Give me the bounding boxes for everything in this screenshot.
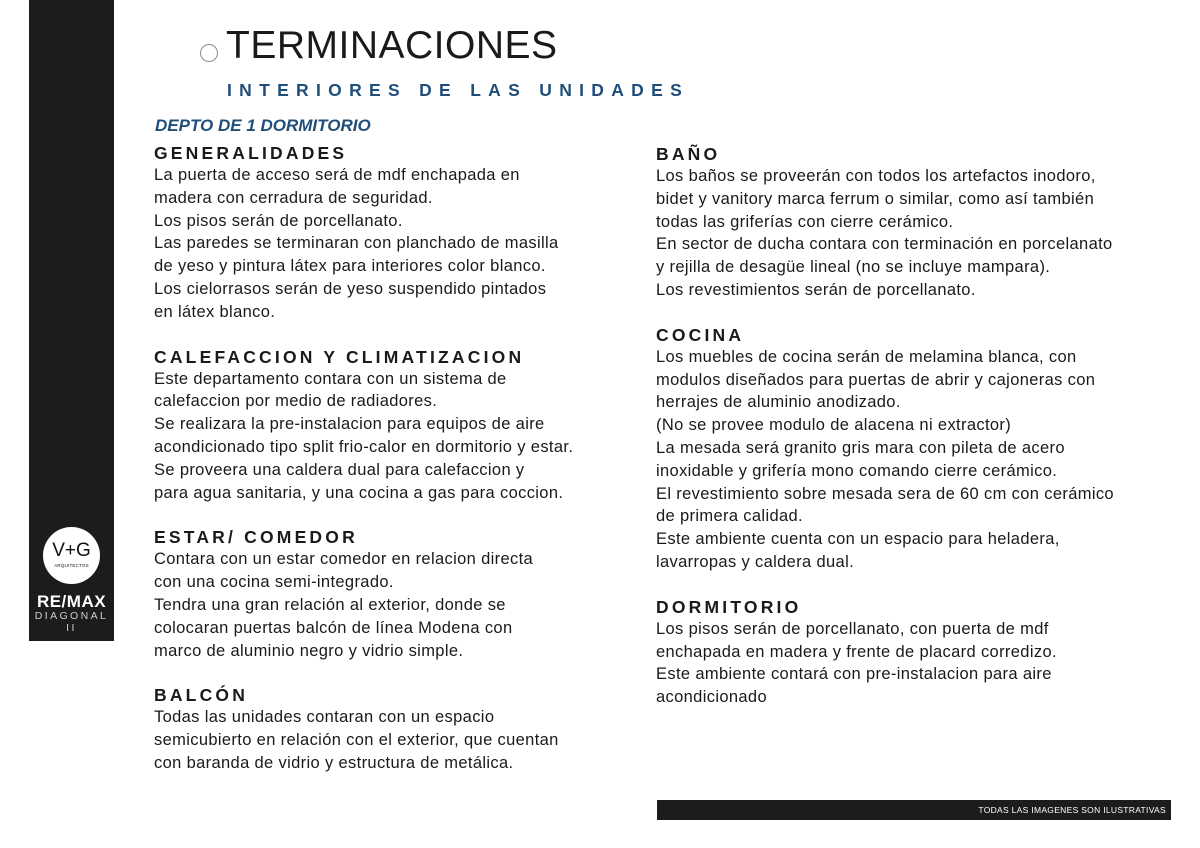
section-text-line: Los pisos serán de porcellanato, con puerta de mdf	[656, 619, 1049, 638]
section-text-line: La puerta de acceso será de mdf enchapada en	[154, 166, 520, 184]
right-column	[656, 143, 1176, 731]
vg-logo-subtext: ARQUITECTOS	[54, 563, 89, 568]
remax-office: DIAGONAL II	[34, 610, 109, 634]
section-text-line: acondicionado	[656, 688, 767, 707]
section-text-line: Tendra una gran relación al exterior, donde se	[154, 595, 506, 614]
section-dormitorio	[656, 596, 1176, 709]
page-subtitle: INTERIORES DE LAS UNIDADES	[227, 80, 690, 100]
section-text-line: en látex blanco.	[154, 302, 276, 321]
section-text-line: semicubierto en relación con el exterior, que cuentan	[154, 731, 559, 750]
section-text-line: y rejilla de desagüe lineal (no se incluye mampara).	[656, 258, 1051, 277]
sidebar	[29, 0, 114, 641]
section-text-line: En sector de ducha contara con terminación en porcelanato	[656, 235, 1113, 254]
left-column	[154, 142, 674, 797]
remax-logo: RE/MAX	[36, 592, 107, 611]
section-baño	[656, 143, 1176, 302]
section-title: BAÑO	[656, 144, 721, 164]
section-text-line: calefaccion por medio de radiadores.	[154, 392, 438, 411]
section-text-line: lavarropas y caldera dual.	[656, 552, 855, 571]
section-text-line: de primera calidad.	[656, 507, 803, 526]
page-title: TERMINACIONES	[226, 24, 558, 67]
vg-logo	[43, 527, 100, 584]
footer-disclaimer: TODAS LAS IMAGENES SON ILUSTRATIVAS	[657, 800, 1171, 820]
section-title: CALEFACCION Y CLIMATIZACION	[154, 346, 525, 367]
section-text-line: con una cocina semi-integrado.	[154, 573, 394, 592]
section-text-line: de yeso y pintura látex para interiores color blanco.	[154, 257, 546, 276]
section-text-line: Contara con un estar comedor en relacion directa	[154, 550, 534, 569]
section-text-line: bidet y vanitory marca ferrum o similar, como así también	[656, 189, 1095, 208]
section-text-line: Este ambiente cuenta con un espacio para heladera,	[656, 530, 1060, 549]
section-text-line: herrajes de aluminio anodizado.	[656, 393, 901, 412]
section-text-line: con baranda de vidrio y estructura de metálica.	[154, 753, 514, 772]
section-text-line: enchapada en madera y frente de placard corredizo.	[656, 642, 1057, 661]
section-estar-comedor	[154, 526, 674, 662]
section-text-line: para agua sanitaria, y una cocina a gas para coccion.	[154, 483, 564, 502]
section-text-line: Todas las unidades contaran con un espacio	[154, 708, 495, 727]
section-title: DORMITORIO	[656, 596, 802, 617]
section-balcón	[154, 684, 674, 774]
section-title: ESTAR/ COMEDOR	[154, 527, 358, 548]
section-text-line: Este departamento contara con un sistema de	[154, 369, 507, 388]
section-text-line: modulos diseñados para puertas de abrir y cajoneras con	[656, 370, 1096, 389]
section-text-line: Las paredes se terminaran con planchado de masilla	[154, 234, 559, 253]
section-title: BALCÓN	[154, 685, 249, 706]
section-text-line: La mesada será granito gris mara con pileta de acero	[656, 438, 1065, 457]
section-generalidades	[154, 142, 674, 324]
section-calefaccion-y-climatizacion	[154, 346, 674, 505]
unit-type-heading: DEPTO DE 1 DORMITORIO	[155, 116, 371, 135]
section-text-line: acondicionado tipo split frio-calor en dormitorio y estar.	[154, 437, 574, 456]
section-text-line: Los revestimientos serán de porcellanato.	[656, 280, 976, 299]
section-title: COCINA	[656, 324, 745, 345]
section-text-line: Los pisos serán de porcellanato.	[154, 211, 403, 230]
section-text-line: marco de aluminio negro y vidrio simple.	[154, 641, 464, 660]
section-text-line: Se realizara la pre-instalacion para equipos de aire	[154, 415, 545, 434]
vg-logo-text: V+G	[52, 540, 91, 561]
section-text-line: Los cielorrasos serán de yeso suspendido pintados	[154, 279, 547, 298]
section-text-line: Los muebles de cocina serán de melamina blanca, con	[656, 347, 1077, 366]
section-title: GENERALIDADES	[154, 143, 348, 163]
section-text-line: (No se provee modulo de alacena ni extractor)	[656, 416, 1012, 435]
section-text-line: todas las griferías con cierre cerámico.	[656, 212, 954, 231]
section-text-line: Se proveera una caldera dual para calefaccion y	[154, 460, 525, 479]
section-text-line: colocaran puertas balcón de línea Modena con	[154, 618, 513, 637]
title-bullet-icon	[200, 44, 218, 62]
section-text-line: Los baños se proveerán con todos los artefactos inodoro,	[656, 167, 1096, 185]
section-text-line: Este ambiente contará con pre-instalacion para aire	[656, 665, 1052, 684]
section-text-line: madera con cerradura de seguridad.	[154, 188, 433, 207]
section-text-line: El revestimiento sobre mesada sera de 60 cm con cerámico	[656, 484, 1114, 503]
section-text-line: inoxidable y grifería mono comando cierre cerámico.	[656, 461, 1058, 480]
section-cocina	[656, 324, 1176, 574]
